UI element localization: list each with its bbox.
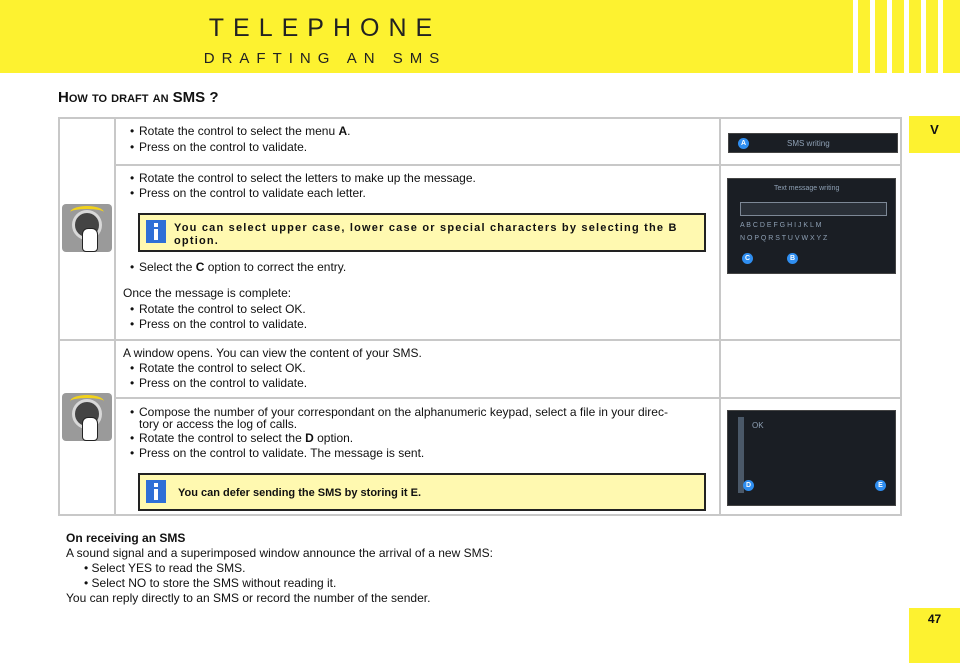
callout-label: D [743, 480, 754, 491]
list-item: • Select the C option to correct the entry. [139, 260, 346, 275]
list-item: • Rotate the control to select the menu A. [139, 124, 350, 139]
screen-title: Text message writing [774, 185, 840, 192]
callout-label: C [742, 253, 753, 264]
callout-label: B [787, 253, 798, 264]
info-icon [146, 220, 166, 243]
hand-icon [82, 228, 98, 252]
info-note [138, 213, 706, 252]
note-text: You can select upper case, lower case or special characters by selecting the B option. [174, 222, 678, 247]
info-icon [146, 480, 166, 503]
list-item: • Press on the control to validate. [139, 140, 307, 155]
screen-text: SMS writing [787, 139, 830, 148]
list-item: • Select NO to store the SMS without reading it. [84, 576, 337, 590]
list-item: • Rotate the control to select OK. [139, 361, 306, 376]
row-divider [114, 164, 902, 166]
chapter-tab: V [909, 116, 960, 153]
screen-sms-preview [727, 410, 896, 506]
page-header [0, 0, 960, 73]
screen-text-writing [727, 178, 896, 274]
info-note [138, 473, 706, 511]
control-knob-image [62, 204, 112, 252]
section-title: How to draft an SMS ? [58, 89, 219, 106]
footer-heading: On receiving an SMS [66, 531, 186, 545]
list-item: • Rotate the control to select the D option. [139, 431, 353, 446]
screen-keyboard-row: A B C D E F G H I J K L M [740, 222, 822, 229]
screen-sms-menu [728, 133, 898, 153]
page-title: TELEPHONE [208, 14, 442, 42]
header-stripe [904, 0, 909, 73]
row-divider [58, 339, 902, 341]
header-stripe [853, 0, 858, 73]
rotate-arrow-icon [70, 206, 104, 219]
control-knob-image [62, 393, 112, 441]
list-item: • Press on the control to validate. The message is sent. [139, 446, 424, 461]
list-item-continuation: tory or access the log of calls. [139, 417, 298, 431]
callout-label: A [738, 138, 749, 149]
header-stripe [938, 0, 943, 73]
list-item: • Press on the control to validate each letter. [139, 186, 366, 201]
screen-text: OK [752, 421, 764, 430]
column-divider [114, 117, 116, 516]
paragraph: Once the message is complete: [123, 286, 292, 300]
column-divider [719, 117, 721, 516]
header-stripe [887, 0, 892, 73]
list-item: • Select YES to read the SMS. [84, 561, 246, 575]
note-text: You can defer sending the SMS by storing it E. [178, 487, 422, 499]
hand-icon [82, 417, 98, 441]
header-stripe [870, 0, 875, 73]
paragraph: You can reply directly to an SMS or record the number of the sender. [66, 591, 431, 605]
screen-input-field [740, 202, 887, 216]
row-divider [114, 397, 902, 399]
callout-label: E [875, 480, 886, 491]
list-item: • Press on the control to validate. [139, 317, 307, 332]
page-subtitle: DRAFTING AN SMS [203, 50, 447, 67]
header-stripe [921, 0, 926, 73]
list-item: • Rotate the control to select the letters to make up the message. [139, 171, 476, 186]
screen-keyboard-row: N O P Q R S T U V W X Y Z [740, 235, 828, 242]
paragraph: A window opens. You can view the content of your SMS. [123, 346, 422, 360]
list-item: • Press on the control to validate. [139, 376, 307, 391]
rotate-arrow-icon [70, 395, 104, 408]
list-item: • Compose the number of your correspondant on the alphanumeric keypad, select a file in your direc- [139, 405, 668, 420]
paragraph: A sound signal and a superimposed window announce the arrival of a new SMS: [66, 546, 493, 560]
list-item: • Rotate the control to select OK. [139, 302, 306, 317]
footer-section [66, 531, 493, 606]
page-number: 47 [909, 608, 960, 663]
